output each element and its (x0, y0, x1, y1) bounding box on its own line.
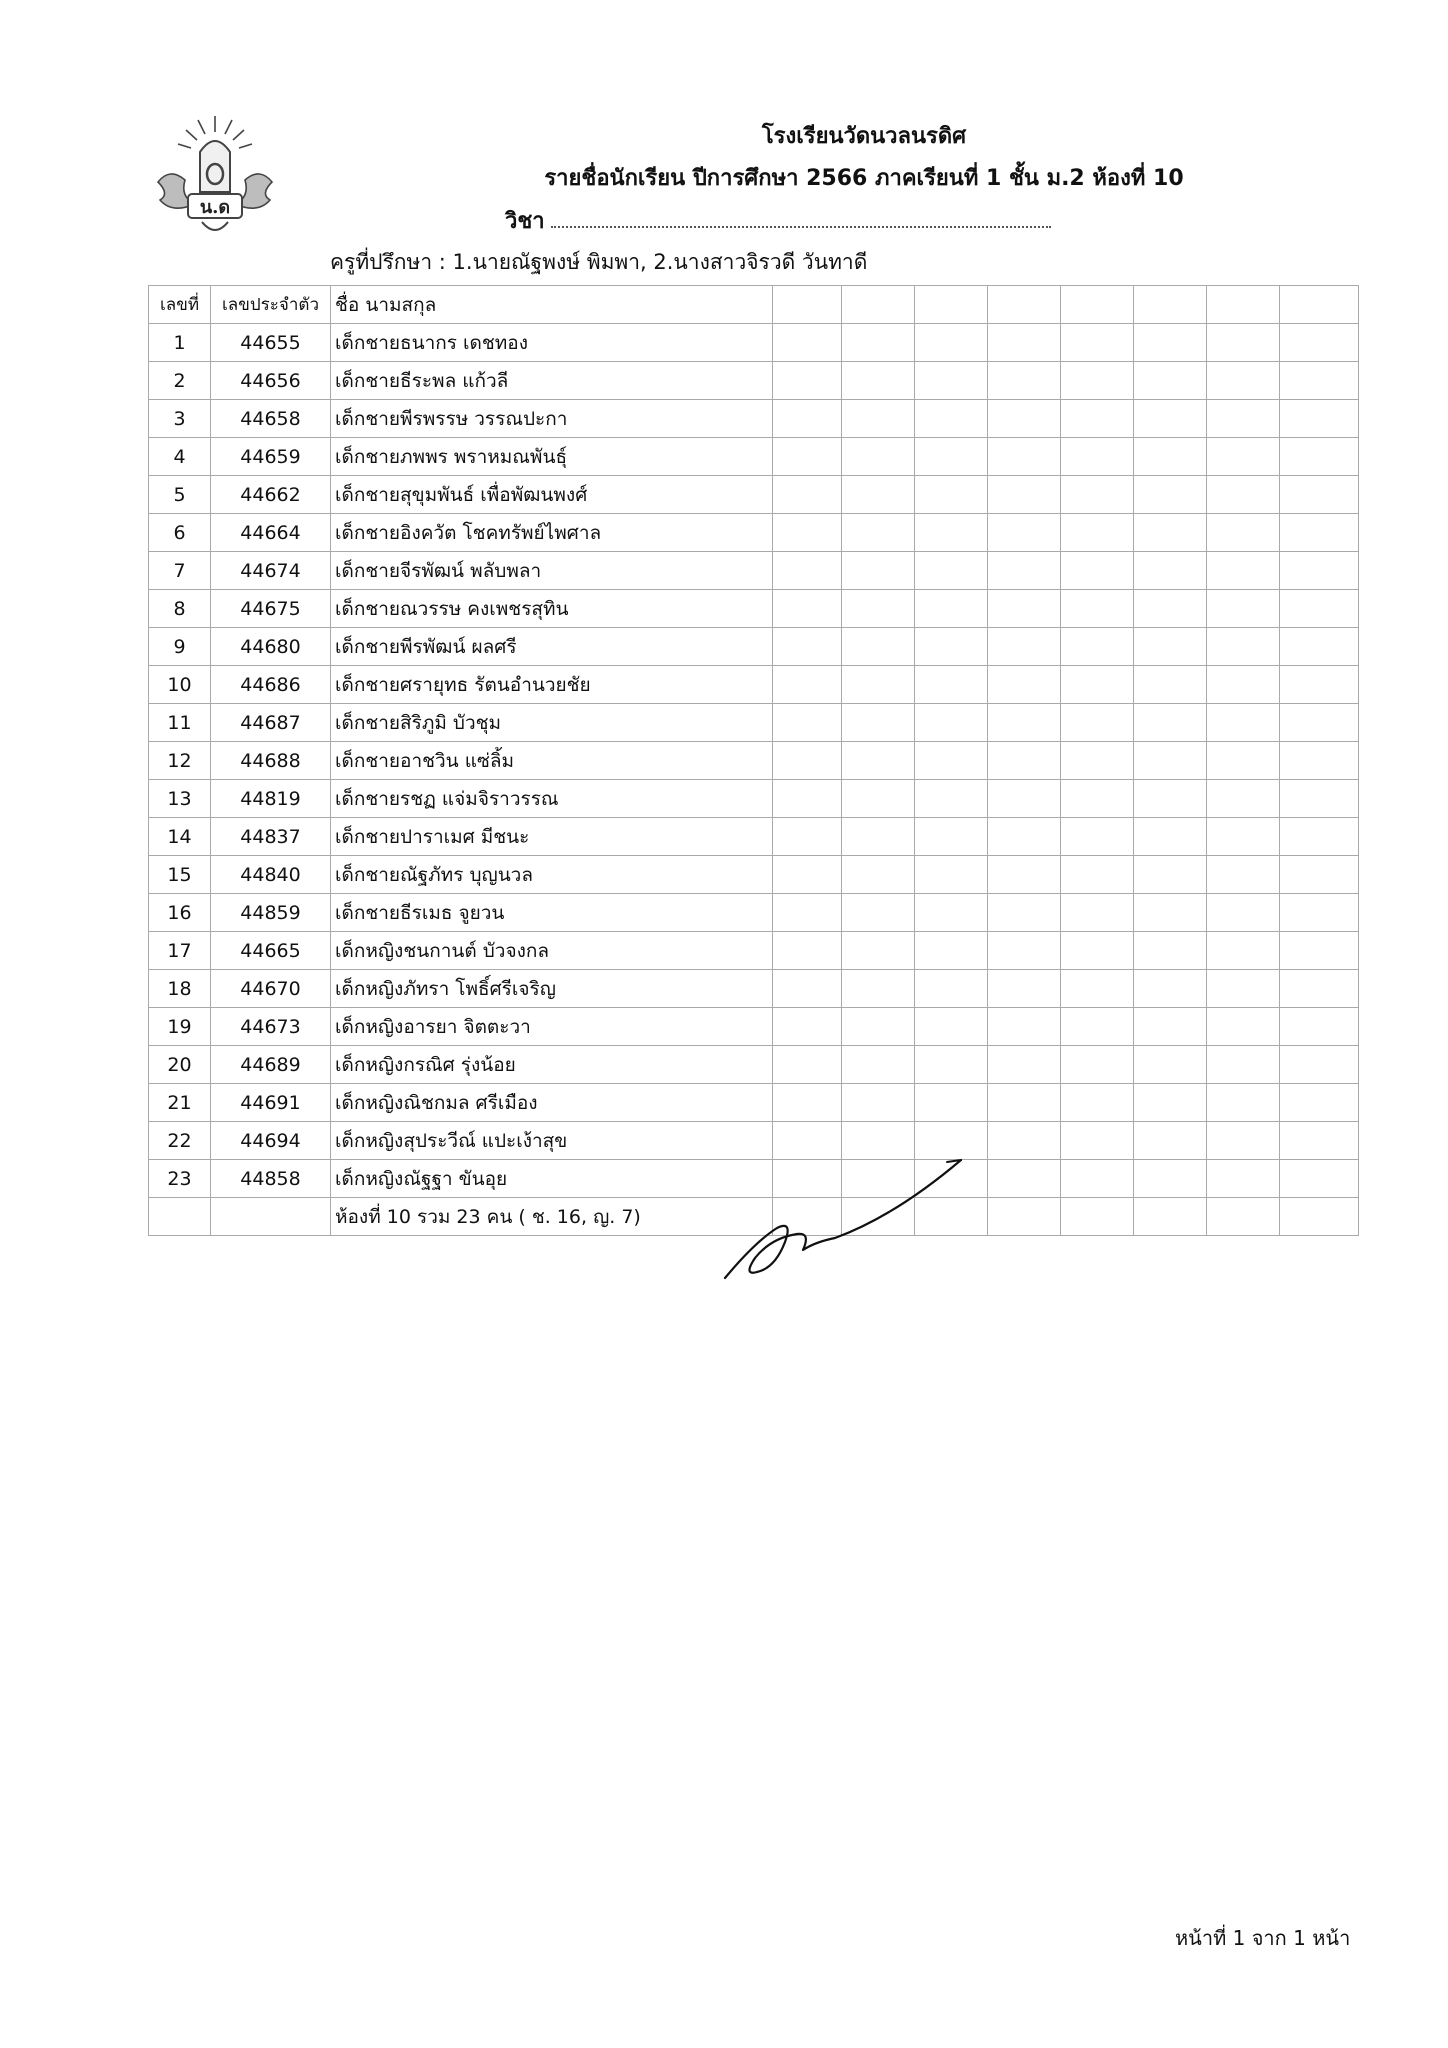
blank-cell (842, 400, 915, 438)
student-id: 44689 (211, 1046, 331, 1084)
blank-cell (1061, 780, 1134, 818)
blank-cell (1280, 514, 1359, 552)
student-no: 22 (149, 1122, 211, 1160)
student-name: เด็กชายสุขุมพันธ์ เพื่อพัฒนพงศ์ (331, 476, 773, 514)
blank-cell (1280, 324, 1359, 362)
blank-cell (988, 552, 1061, 590)
blank-cell (842, 894, 915, 932)
student-id: 44686 (211, 666, 331, 704)
blank-cell (915, 742, 988, 780)
blank-cell (1061, 438, 1134, 476)
blank-cell (1134, 856, 1207, 894)
blank-cell (1134, 742, 1207, 780)
table-row (149, 552, 1359, 590)
student-id: 44694 (211, 1122, 331, 1160)
subject-line (505, 203, 1051, 238)
blank-cell (773, 514, 842, 552)
blank-cell (773, 932, 842, 970)
blank-cell (915, 970, 988, 1008)
blank-cell (988, 1008, 1061, 1046)
class-summary: ห้องที่ 10 รวม 23 คน ( ช. 16, ญ. 7) (331, 1198, 773, 1236)
blank-cell (773, 476, 842, 514)
blank-cell (1061, 1122, 1134, 1160)
blank-cell (842, 742, 915, 780)
blank-cell (1280, 1160, 1359, 1198)
blank-cell (988, 704, 1061, 742)
blank-cell (1134, 666, 1207, 704)
blank-cell (1280, 590, 1359, 628)
blank-header (1134, 286, 1207, 324)
blank-cell (1061, 628, 1134, 666)
blank-cell (1061, 362, 1134, 400)
blank-cell (915, 514, 988, 552)
signature (715, 1150, 985, 1290)
blank-cell (842, 666, 915, 704)
blank-cell (773, 590, 842, 628)
blank-cell (988, 324, 1061, 362)
blank-cell (1207, 704, 1280, 742)
table-row (149, 438, 1359, 476)
blank-cell (1134, 362, 1207, 400)
blank-cell (1134, 818, 1207, 856)
blank-cell (1280, 1084, 1359, 1122)
blank-cell (773, 970, 842, 1008)
blank-cell (773, 324, 842, 362)
col-header-id: เลขประจำตัว (211, 286, 331, 324)
blank-cell (915, 590, 988, 628)
blank-cell (842, 1046, 915, 1084)
blank-cell (1280, 666, 1359, 704)
blank-cell (915, 666, 988, 704)
blank-cell (988, 856, 1061, 894)
student-id: 44656 (211, 362, 331, 400)
blank-cell (1061, 856, 1134, 894)
blank-cell (1134, 894, 1207, 932)
blank-cell (1207, 362, 1280, 400)
student-name: เด็กชายจีรพัฒน์ พลับพลา (331, 552, 773, 590)
blank-cell (988, 400, 1061, 438)
blank-cell (988, 514, 1061, 552)
blank-cell (1061, 590, 1134, 628)
advisor-line: ครูที่ปรึกษา : 1.นายณัฐพงษ์ พิมพา, 2.นางสาวจิรวดี วันทาดี (330, 250, 868, 274)
table-header-row (149, 286, 1359, 324)
blank-cell (1207, 666, 1280, 704)
student-id: 44655 (211, 324, 331, 362)
blank-cell (915, 438, 988, 476)
student-no: 20 (149, 1046, 211, 1084)
student-name: เด็กชายอาชวิน แซ่ลิ้ม (331, 742, 773, 780)
blank-cell (988, 818, 1061, 856)
blank-cell (915, 362, 988, 400)
table-row (149, 894, 1359, 932)
blank-cell (1207, 590, 1280, 628)
page-number: หน้าที่ 1 จาก 1 หน้า (1175, 1926, 1351, 1950)
blank-cell (1134, 1122, 1207, 1160)
blank-cell (1280, 1008, 1359, 1046)
blank-cell (1061, 1160, 1134, 1198)
student-name: เด็กหญิงณัฐฐา ขันอุย (331, 1160, 773, 1198)
blank-cell (1061, 666, 1134, 704)
student-id: 44659 (211, 438, 331, 476)
blank-cell (842, 704, 915, 742)
blank-cell (842, 780, 915, 818)
blank-cell (988, 970, 1061, 1008)
student-name: เด็กหญิงชนกานต์ บัวจงกล (331, 932, 773, 970)
blank-cell (988, 1084, 1061, 1122)
blank-cell (1134, 476, 1207, 514)
table-row (149, 324, 1359, 362)
blank-cell (1134, 552, 1207, 590)
blank-cell (1207, 552, 1280, 590)
student-name: เด็กชายธีรเมธ จูยวน (331, 894, 773, 932)
blank-cell (1134, 1160, 1207, 1198)
blank-cell (1207, 818, 1280, 856)
blank-cell (1207, 780, 1280, 818)
table-row (149, 514, 1359, 552)
blank-cell (1280, 1122, 1359, 1160)
blank-header (1207, 286, 1280, 324)
blank-cell (1207, 1046, 1280, 1084)
student-id: 44664 (211, 514, 331, 552)
student-name: เด็กชายปาราเมศ มีชนะ (331, 818, 773, 856)
blank-cell (1280, 894, 1359, 932)
blank-cell (915, 1008, 988, 1046)
blank-cell (842, 1008, 915, 1046)
student-id: 44658 (211, 400, 331, 438)
student-name: เด็กชายสิริภูมิ บัวชุม (331, 704, 773, 742)
blank-cell (1280, 1198, 1359, 1236)
blank-cell (988, 780, 1061, 818)
blank-cell (842, 1084, 915, 1122)
student-name: เด็กชายณวรรษ คงเพชรสุทิน (331, 590, 773, 628)
subject-blank (551, 208, 1051, 228)
blank-cell (1207, 400, 1280, 438)
blank-cell (988, 1160, 1061, 1198)
blank-cell (1134, 932, 1207, 970)
blank-cell (988, 932, 1061, 970)
blank-cell (988, 742, 1061, 780)
blank-cell (842, 932, 915, 970)
student-id: 44819 (211, 780, 331, 818)
subject-label: วิชา (505, 209, 545, 234)
blank-cell (1280, 1046, 1359, 1084)
student-name: เด็กชายพีรพรรษ วรรณปะกา (331, 400, 773, 438)
blank-cell (1061, 552, 1134, 590)
blank-cell (1280, 970, 1359, 1008)
blank-header (915, 286, 988, 324)
blank-cell (1280, 856, 1359, 894)
blank-cell (988, 666, 1061, 704)
blank-cell (773, 628, 842, 666)
blank-cell (773, 438, 842, 476)
student-id: 44675 (211, 590, 331, 628)
blank-cell (1061, 1046, 1134, 1084)
blank-cell (1061, 894, 1134, 932)
student-id: 44662 (211, 476, 331, 514)
blank-cell (1280, 742, 1359, 780)
student-id: 44674 (211, 552, 331, 590)
blank-cell (1134, 514, 1207, 552)
blank-cell (842, 552, 915, 590)
student-no: 21 (149, 1084, 211, 1122)
table-row (149, 1008, 1359, 1046)
table-row (149, 970, 1359, 1008)
blank-cell (842, 362, 915, 400)
student-id: 44859 (211, 894, 331, 932)
blank-cell (1061, 1198, 1134, 1236)
blank-cell (1207, 1198, 1280, 1236)
blank-cell (1061, 970, 1134, 1008)
table-row (149, 932, 1359, 970)
blank-cell (1280, 552, 1359, 590)
blank-cell (1061, 818, 1134, 856)
blank-cell (915, 628, 988, 666)
student-no: 4 (149, 438, 211, 476)
blank-cell (1280, 704, 1359, 742)
blank-cell (773, 818, 842, 856)
table-row (149, 742, 1359, 780)
blank-cell (1207, 856, 1280, 894)
blank-cell (1134, 590, 1207, 628)
blank-header (842, 286, 915, 324)
table-row (149, 1084, 1359, 1122)
blank-cell (988, 1122, 1061, 1160)
blank-cell (1134, 1008, 1207, 1046)
student-name: เด็กชายรชฏ แจ่มจิราวรรณ (331, 780, 773, 818)
table-row (149, 704, 1359, 742)
blank-cell (1207, 514, 1280, 552)
student-no: 23 (149, 1160, 211, 1198)
blank-cell (1061, 1084, 1134, 1122)
blank-cell (1061, 400, 1134, 438)
blank-cell (1134, 400, 1207, 438)
table-row (149, 362, 1359, 400)
student-table (148, 285, 1359, 1236)
blank-cell (1134, 324, 1207, 362)
blank-cell (1207, 894, 1280, 932)
blank-cell (842, 970, 915, 1008)
student-name: เด็กชายศรายุทธ รัตนอำนวยชัย (331, 666, 773, 704)
blank-cell (1134, 704, 1207, 742)
student-id: 44670 (211, 970, 331, 1008)
table-row (149, 628, 1359, 666)
blank-cell (915, 324, 988, 362)
blank-cell (1207, 970, 1280, 1008)
blank-cell (988, 362, 1061, 400)
blank-cell (988, 476, 1061, 514)
document-subtitle: รายชื่อนักเรียน ปีการศึกษา 2566 ภาคเรียนที่ 1 ชั้น ม.2 ห้องที่ 10 (544, 166, 1184, 191)
blank-cell (1280, 438, 1359, 476)
blank-cell (1207, 628, 1280, 666)
student-no: 13 (149, 780, 211, 818)
student-no: 17 (149, 932, 211, 970)
student-no: 16 (149, 894, 211, 932)
blank-cell (988, 590, 1061, 628)
blank-cell (842, 476, 915, 514)
blank-cell (988, 1046, 1061, 1084)
table-row (149, 1046, 1359, 1084)
blank-cell (1207, 742, 1280, 780)
blank-cell (1207, 932, 1280, 970)
blank-cell (915, 932, 988, 970)
blank-cell (1134, 628, 1207, 666)
blank-cell (1207, 1008, 1280, 1046)
blank-cell (915, 1046, 988, 1084)
table-row (149, 856, 1359, 894)
student-name: เด็กชายธนากร เดชทอง (331, 324, 773, 362)
blank-cell (915, 818, 988, 856)
blank-cell (988, 1198, 1061, 1236)
blank-cell (1134, 1198, 1207, 1236)
student-id: 44680 (211, 628, 331, 666)
blank-cell (773, 704, 842, 742)
blank-cell (842, 514, 915, 552)
table-row (149, 818, 1359, 856)
blank-cell (915, 856, 988, 894)
logo-lettering: น.ด (199, 197, 231, 218)
blank-cell (1280, 628, 1359, 666)
student-no: 19 (149, 1008, 211, 1046)
student-no: 2 (149, 362, 211, 400)
student-name: เด็กชายอิงควัต โชคทรัพย์ไพศาล (331, 514, 773, 552)
blank-cell (1280, 400, 1359, 438)
blank-cell (1280, 932, 1359, 970)
blank-cell (842, 438, 915, 476)
blank-cell (915, 552, 988, 590)
student-no: 10 (149, 666, 211, 704)
student-no: 3 (149, 400, 211, 438)
student-no: 1 (149, 324, 211, 362)
blank-header (1280, 286, 1359, 324)
blank-cell (773, 400, 842, 438)
student-id: 44840 (211, 856, 331, 894)
blank-cell (773, 666, 842, 704)
blank-header (773, 286, 842, 324)
blank-cell (1134, 438, 1207, 476)
blank-cell (773, 780, 842, 818)
table-row (149, 400, 1359, 438)
student-name: เด็กชายภพพร พราหมณพันธุ์ (331, 438, 773, 476)
student-id: 44687 (211, 704, 331, 742)
table-row (149, 780, 1359, 818)
student-name: เด็กหญิงกรณิศ รุ่งน้อย (331, 1046, 773, 1084)
blank-cell (915, 476, 988, 514)
blank-cell (915, 400, 988, 438)
student-name: เด็กชายธีระพล แก้วลี (331, 362, 773, 400)
blank-cell (915, 894, 988, 932)
blank-cell (915, 704, 988, 742)
school-name: โรงเรียนวัดนวลนรดิศ (761, 124, 967, 149)
table-row (149, 476, 1359, 514)
student-no: 5 (149, 476, 211, 514)
blank-cell (915, 780, 988, 818)
blank-cell (1280, 780, 1359, 818)
blank-cell (1207, 1122, 1280, 1160)
blank-cell (149, 1198, 211, 1236)
blank-header (1061, 286, 1134, 324)
student-name: เด็กหญิงสุประวีณ์ แปะเง้าสุข (331, 1122, 773, 1160)
student-no: 12 (149, 742, 211, 780)
student-name: เด็กหญิงภัทรา โพธิ์ศรีเจริญ (331, 970, 773, 1008)
student-no: 14 (149, 818, 211, 856)
blank-cell (1207, 324, 1280, 362)
blank-cell (773, 894, 842, 932)
student-no: 18 (149, 970, 211, 1008)
blank-cell (988, 628, 1061, 666)
blank-cell (1207, 1160, 1280, 1198)
blank-cell (842, 590, 915, 628)
blank-cell (842, 324, 915, 362)
blank-cell (773, 856, 842, 894)
blank-cell (915, 1084, 988, 1122)
student-no: 15 (149, 856, 211, 894)
blank-cell (773, 1008, 842, 1046)
student-id: 44665 (211, 932, 331, 970)
blank-cell (1061, 932, 1134, 970)
blank-cell (988, 438, 1061, 476)
student-id: 44691 (211, 1084, 331, 1122)
blank-cell (1207, 1084, 1280, 1122)
blank-cell (1134, 1084, 1207, 1122)
blank-cell (773, 1084, 842, 1122)
blank-cell (1280, 818, 1359, 856)
blank-cell (1280, 476, 1359, 514)
blank-cell (773, 552, 842, 590)
table-row (149, 666, 1359, 704)
blank-cell (211, 1198, 331, 1236)
student-no: 6 (149, 514, 211, 552)
blank-cell (1207, 438, 1280, 476)
blank-cell (988, 894, 1061, 932)
table-row (149, 590, 1359, 628)
student-no: 7 (149, 552, 211, 590)
student-name: เด็กชายณัฐภัทร บุญนวล (331, 856, 773, 894)
blank-cell (1207, 476, 1280, 514)
blank-cell (1061, 704, 1134, 742)
student-no: 11 (149, 704, 211, 742)
student-id: 44673 (211, 1008, 331, 1046)
student-id: 44837 (211, 818, 331, 856)
blank-cell (842, 856, 915, 894)
blank-cell (1280, 362, 1359, 400)
col-header-name: ชื่อ นามสกุล (331, 286, 773, 324)
blank-cell (773, 362, 842, 400)
student-id: 44858 (211, 1160, 331, 1198)
student-name: เด็กหญิงณิชกมล ศรีเมือง (331, 1084, 773, 1122)
student-name: เด็กชายพีรพัฒน์ ผลศรี (331, 628, 773, 666)
blank-cell (1134, 780, 1207, 818)
student-no: 9 (149, 628, 211, 666)
blank-cell (773, 742, 842, 780)
student-name: เด็กหญิงอารยา จิตตะวา (331, 1008, 773, 1046)
blank-cell (1061, 476, 1134, 514)
student-no: 8 (149, 590, 211, 628)
blank-cell (1061, 742, 1134, 780)
blank-cell (1061, 1008, 1134, 1046)
student-id: 44688 (211, 742, 331, 780)
blank-cell (1061, 514, 1134, 552)
blank-cell (773, 1046, 842, 1084)
col-header-no: เลขที่ (149, 286, 211, 324)
blank-cell (842, 818, 915, 856)
blank-cell (842, 628, 915, 666)
blank-cell (1134, 1046, 1207, 1084)
blank-cell (1134, 970, 1207, 1008)
blank-cell (1061, 324, 1134, 362)
blank-header (988, 286, 1061, 324)
